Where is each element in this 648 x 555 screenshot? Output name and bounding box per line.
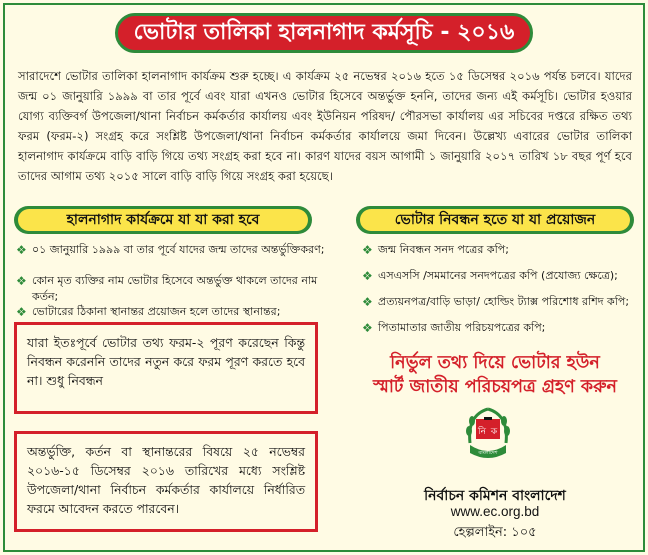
diamond-bullet-icon: ❖ xyxy=(362,295,373,309)
list-item-text: জন্ম নিবন্ধন সনদ পত্রের কপি; xyxy=(378,243,509,256)
list-item xyxy=(362,320,638,346)
list-item-text: ভোটারের ঠিকানা স্থানান্তর প্রয়োজন হলে তাদের স্থানান্তর; xyxy=(32,305,281,318)
election-commission-logo-icon xyxy=(460,403,516,465)
website-link[interactable]: www.ec.org.bd xyxy=(450,504,540,519)
hotline-number: হেল্পলাইন: ১০৫ xyxy=(453,525,537,540)
poster-title: ভোটার তালিকা হালনাগাদ কর্মসূচি - ২০১৬ xyxy=(115,13,533,53)
right-heading-banner xyxy=(356,206,634,234)
diamond-bullet-icon: ❖ xyxy=(16,274,27,288)
list-item xyxy=(362,242,638,268)
left-heading: হালনাগাদ কার্যক্রমে যা যা করা হবে xyxy=(18,209,308,231)
left-heading-banner xyxy=(14,206,312,234)
notice-box-form2: যারা ইতঃপূর্বে ভোটার তথ্য ফরম-২ পূরণ করেছেন কিন্তু নিবন্ধন করেননি তাদের নতুন করে ফরম পূরণ করতে হবে না। শুধু নিবন্ধন xyxy=(14,322,318,414)
slogan-line-1: নির্ভুল তথ্য দিয়ে ভোটার হউন xyxy=(390,353,600,373)
slogan-line-2: স্মার্ট জাতীয় পরিচয়পত্র গ্রহণ করুন xyxy=(372,377,618,397)
list-item-text: প্রত্যয়নপত্র/বাড়ি ভাড়া/ হোল্ডিং ট্যাক্স পরিশোধ রশিদ কপি; xyxy=(378,295,630,308)
right-heading: ভোটার নিবন্ধন হতে যা যা প্রয়োজন xyxy=(360,209,630,231)
list-item-text: ০১ জানুয়ারি ১৯৯৯ বা তার পূর্বে যাদের জন্ম তাদের অন্তর্ভুক্তিকরণ; xyxy=(32,243,325,256)
list-item-text: এসএসসি /সমমানের সনদপত্রের কপি (প্রযোজ্য ক্ষেত্রে); xyxy=(378,269,618,282)
notice-box-application: অন্তর্ভুক্তি, কর্তন বা স্থানান্তরের বিষয়ে ২৫ নভেম্বর ২০১৬-১৫ ডিসেম্বর ২০১৬ তারিখের মধ্যে সংশ্লিষ্ট উপজেলা/থানা নির্বাচন কর্মকর্তার কার্যালয়ে নির্ধারিত ফরমে আবেদন করতে পারবেন। xyxy=(14,431,318,532)
diamond-bullet-icon: ❖ xyxy=(362,243,373,257)
list-item-text: পিতামাতার জাতীয় পরিচয়পত্রের কপি; xyxy=(378,321,546,334)
diamond-bullet-icon: ❖ xyxy=(16,243,27,257)
list-item-text: কোন মৃত ব্যক্তির নাম ভোটার হিসেবে অন্তর্ভুক্ত থাকলে তাদের নাম কর্তন; xyxy=(32,274,318,303)
list-item xyxy=(362,268,638,294)
right-list xyxy=(362,242,638,346)
election-commission-name: নির্বাচন কমিশন বাংলাদেশ xyxy=(424,488,566,504)
list-item xyxy=(16,242,334,273)
diamond-bullet-icon: ❖ xyxy=(16,305,27,319)
logo-ribbon: বাংলাদেশ xyxy=(478,450,498,456)
list-item xyxy=(16,273,334,304)
diamond-bullet-icon: ❖ xyxy=(362,321,373,335)
diamond-bullet-icon: ❖ xyxy=(362,269,373,283)
logo-lettering-right: ক xyxy=(490,427,498,437)
logo-lettering-left: নি xyxy=(478,427,486,437)
intro-paragraph: সারাদেশে ভোটার তালিকা হালনাগাদ কার্যক্রম শুরু হচ্ছে। এ কার্যক্রম ২৫ নভেম্বর ২০১৬ হতে ১৫ ডিসেম্বর ২০১৬ পর্যন্ত চলবে। যাদের জন্ম ০১ জানুয়ারি ১৯৯৯ বা তার পূর্বে এবং যারা এখনও ভোটার হিসেবে অন্তর্ভুক্ত হননি, তাদের জন্য এই কর্মসূচি। ভোটার হওয়ার যোগ্য ব্যক্তিবর্গ উপজেলা/থানা নির্বাচন কর্মকর্তার কার্যালয় এবং ইউনিয়ন পরিষদ/ পৌরসভা কার্যালয় এর সচিবের দপ্তরে রক্ষিত তথ্য ফরম (ফরম-২) সংগ্রহ করে সংশ্লিষ্ট উপজেলা/থানা নির্বাচন কর্মকর্তার কার্যালয়ে জমা দিবেন। উল্লেখ্য এবারের ভোটার তালিকা হালনাগাদ কার্যক্রমে বাড়ি বাড়ি গিয়ে তথ্য সংগ্রহ করা হবে না। কারণ যাদের বয়স আগামী ১ জানুয়ারি ২০১৭ তারিখ ১৮ বছর পূর্ণ হবে তাদের আগাম তথ্য ২০১৫ সালে বাড়ি বাড়ি গিয়ে সংগ্রহ করা হয়েছে। xyxy=(18,69,632,183)
list-item xyxy=(362,294,638,320)
